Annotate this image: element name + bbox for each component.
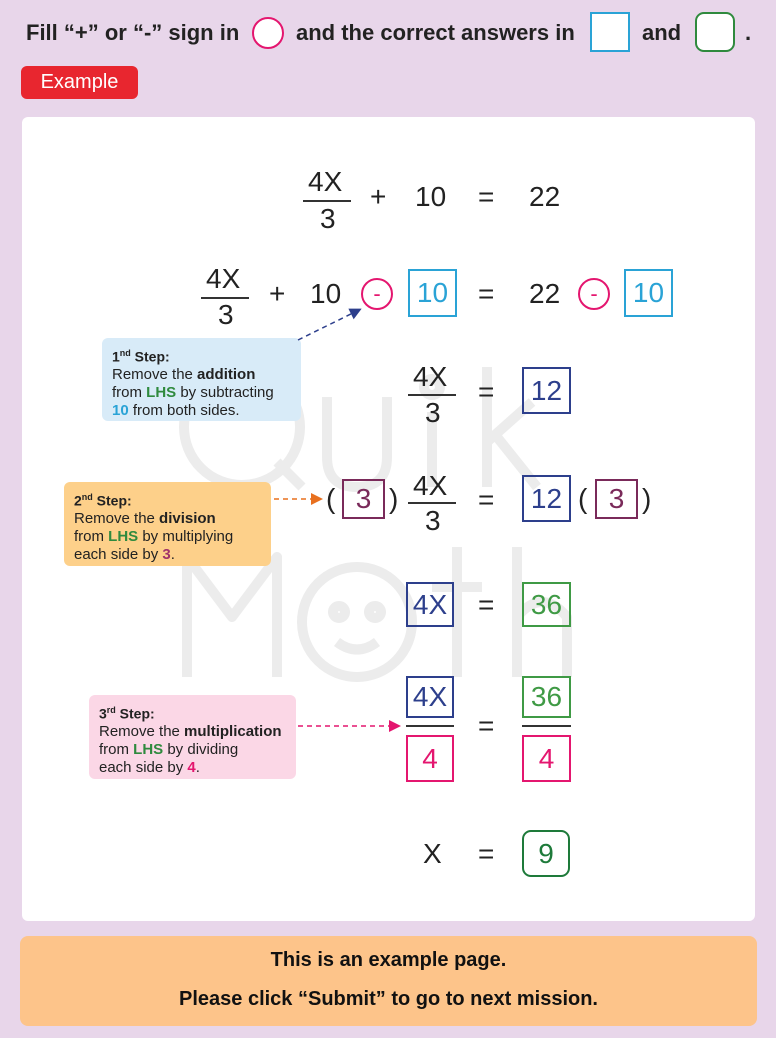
sign-circle-icon [252, 17, 284, 49]
answer-box-eq5-left[interactable]: 4X [406, 582, 454, 627]
eq5-equals: = [478, 589, 495, 620]
eq1-plus: + [370, 181, 387, 212]
eq4-right-paren: ) [389, 483, 399, 514]
step-3-title: 3rd Step: [99, 705, 155, 722]
answer-box-eq5-right[interactable]: 36 [522, 582, 571, 627]
step-3-note: 3rd Step: Remove the multiplication from LHS by dividing each side by 4. [89, 695, 296, 779]
eq3-numerator: 4X [413, 361, 448, 392]
step-1-note: 1nd Step: Remove the addition from LHS by subtracting 10 from both sides. [102, 338, 301, 421]
answer-box-eq6-den-left[interactable]: 4 [406, 735, 454, 782]
step-2-note: 2nd Step: Remove the division from LHS by multiplying each side by 3. [64, 482, 271, 566]
instruction-text-4: . [745, 20, 752, 45]
instruction-bar [0, 12, 776, 56]
answer-box-eq4-multiplier-right[interactable]: 3 [595, 479, 638, 519]
footer-line-1: This is an example page. [270, 949, 507, 971]
eq2-rhs: 22 [529, 278, 561, 309]
answer-box-eq7[interactable]: 9 [522, 830, 570, 877]
instruction-text-3: and [642, 20, 682, 45]
example-panel [22, 117, 755, 921]
eq4-right-paren-2: ) [642, 483, 652, 514]
answer-square-icon [590, 12, 630, 52]
instruction-text-1: Fill “+” or “-” sign in [26, 20, 240, 45]
eq1-denominator: 3 [320, 203, 336, 234]
eq4-equals: = [478, 484, 495, 515]
eq2-plus: + [269, 278, 286, 309]
instruction-text-2: and the correct answers in [296, 20, 575, 45]
eq2-denominator: 3 [218, 299, 234, 330]
step-arrows [22, 117, 755, 921]
eq4-left-paren: ( [326, 483, 336, 514]
eq6-equals: = [478, 710, 495, 741]
sign-circle-1[interactable]: - [361, 278, 393, 310]
answer-box-eq4-multiplier-left[interactable]: 3 [342, 479, 385, 519]
eq3-denominator: 3 [425, 397, 441, 428]
eq2-numerator: 4X [206, 263, 241, 294]
answer-box-eq2-left[interactable]: 10 [408, 269, 457, 317]
eq1-numerator: 4X [308, 166, 343, 197]
eq2-ten: 10 [310, 278, 342, 309]
eq4-denominator: 3 [425, 505, 441, 536]
answer-box-eq4-right[interactable]: 12 [522, 475, 571, 522]
eq2-equals: = [478, 278, 495, 309]
step-1-arrow-icon [298, 310, 359, 340]
eq1-ten: 10 [415, 181, 447, 212]
answer-box-eq3[interactable]: 12 [522, 367, 571, 414]
eq1-rhs: 22 [529, 181, 561, 212]
answer-box-eq6-num-left[interactable]: 4X [406, 676, 454, 718]
eq3-equals: = [478, 376, 495, 407]
step-2-title: 2nd Step: [74, 492, 132, 509]
sign-circle-2[interactable]: - [578, 278, 610, 310]
answer-box-eq6-den-right[interactable]: 4 [522, 735, 571, 782]
footer-message [20, 936, 757, 1026]
footer-line-2: Please click “Submit” to go to next mission. [179, 988, 598, 1010]
eq4-left-paren-2: ( [578, 483, 588, 514]
eq7-lhs: X [423, 838, 442, 869]
answer-box-eq2-right[interactable]: 10 [624, 269, 673, 317]
example-badge: Example [21, 66, 138, 99]
eq4-numerator: 4X [413, 470, 448, 501]
eq1-equals: = [478, 181, 495, 212]
answer-rounded-square-icon [695, 12, 735, 52]
eq7-equals: = [478, 838, 495, 869]
answer-box-eq6-num-right[interactable]: 36 [522, 676, 571, 718]
step-1-title: 1nd Step: [112, 348, 170, 365]
